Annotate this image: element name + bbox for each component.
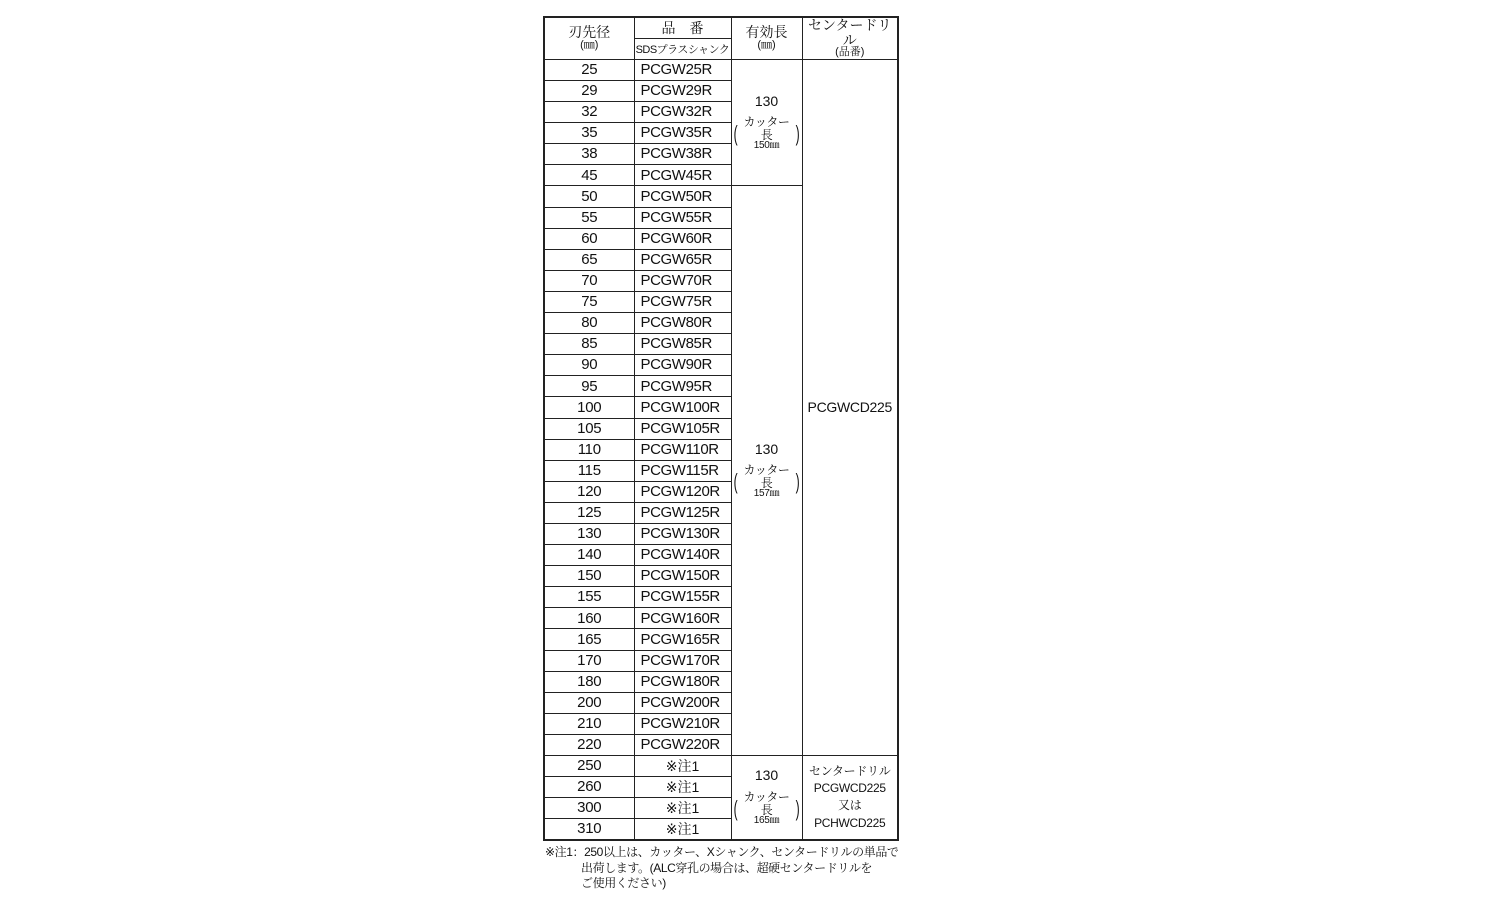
diameter-cell: 170 — [544, 650, 634, 671]
part-number-cell: PCGW155R — [634, 587, 731, 608]
table-row — [544, 59, 898, 80]
part-number-cell: PCGW65R — [634, 249, 731, 270]
footnote-line-1: ※注1：250以上は、カッター、Xシャンク、センタードリルの単品で — [545, 845, 899, 859]
diameter-cell: 35 — [544, 123, 634, 144]
part-note-cell: ※注1 — [634, 756, 731, 777]
center-drill-line: PCHWCD225 — [814, 815, 886, 830]
part-number-cell: PCGW130R — [634, 523, 731, 544]
diameter-cell: 29 — [544, 81, 634, 102]
diameter-cell: 300 — [544, 798, 634, 819]
diameter-cell: 125 — [544, 502, 634, 523]
diameter-cell: 310 — [544, 819, 634, 840]
part-number-cell: PCGW55R — [634, 207, 731, 228]
center-drill-cell: PCGWCD225 — [802, 59, 898, 755]
spec-table — [543, 16, 899, 841]
length-group-cell — [731, 186, 802, 756]
part-number-cell: PCGW170R — [634, 650, 731, 671]
diameter-cell: 250 — [544, 756, 634, 777]
cutter-length-inner — [739, 116, 794, 152]
diameter-cell: 85 — [544, 334, 634, 355]
cutter-length-label: カッター長 — [743, 463, 790, 490]
header-drill — [802, 17, 898, 59]
length-group-cell — [731, 756, 802, 840]
diameter-cell: 75 — [544, 291, 634, 312]
diameter-cell: 210 — [544, 713, 634, 734]
cutter-length-value: 157㎜ — [753, 488, 780, 500]
cutter-length-inner — [739, 791, 794, 827]
length-value: 130 — [754, 440, 779, 457]
cutter-length-note — [732, 464, 802, 500]
part-number-cell: PCGW80R — [634, 313, 731, 334]
part-number-cell: PCGW150R — [634, 566, 731, 587]
table-body — [544, 59, 898, 839]
diameter-cell: 45 — [544, 165, 634, 186]
part-number-cell: PCGW115R — [634, 460, 731, 481]
diameter-cell: 115 — [544, 460, 634, 481]
header-drill-label: センタードリル — [808, 17, 892, 48]
part-number-cell: PCGW75R — [634, 291, 731, 312]
diameter-cell: 220 — [544, 734, 634, 755]
diameter-cell: 180 — [544, 671, 634, 692]
open-paren: ( — [733, 469, 738, 495]
diameter-cell: 25 — [544, 59, 634, 80]
header-length — [731, 17, 802, 59]
footnote-line-3: ご使用ください) — [581, 876, 666, 891]
header-part — [634, 17, 731, 39]
diameter-cell: 80 — [544, 313, 634, 334]
header-part-sub — [634, 39, 731, 60]
footnote — [545, 845, 899, 892]
part-number-cell: PCGW220R — [634, 734, 731, 755]
part-number-cell: PCGW85R — [634, 334, 731, 355]
header-diameter-label: 刃先径 — [568, 24, 611, 41]
header-drill-sub: (品番) — [835, 46, 865, 59]
close-paren: ) — [795, 469, 800, 495]
part-number-cell: PCGW32R — [634, 102, 731, 123]
part-number-cell: PCGW140R — [634, 545, 731, 566]
header-part-sub-label: SDSプラスシャンク — [635, 43, 730, 56]
length-value: 130 — [754, 92, 779, 109]
table-row — [544, 756, 898, 777]
diameter-cell: 50 — [544, 186, 634, 207]
diameter-cell: 165 — [544, 629, 634, 650]
part-number-cell: PCGW25R — [634, 59, 731, 80]
length-value: 130 — [754, 767, 779, 784]
diameter-cell: 70 — [544, 270, 634, 291]
part-number-cell: PCGW125R — [634, 502, 731, 523]
center-drill-cell — [802, 756, 898, 840]
part-number-cell: PCGW90R — [634, 355, 731, 376]
part-note-cell: ※注1 — [634, 798, 731, 819]
part-number-cell: PCGW95R — [634, 376, 731, 397]
diameter-cell: 150 — [544, 566, 634, 587]
header-diameter-unit: (㎜) — [580, 39, 599, 52]
diameter-cell: 140 — [544, 545, 634, 566]
diameter-cell: 32 — [544, 102, 634, 123]
close-paren: ) — [795, 795, 800, 821]
header-diameter — [544, 17, 634, 59]
diameter-cell: 155 — [544, 587, 634, 608]
diameter-cell: 100 — [544, 397, 634, 418]
diameter-cell: 200 — [544, 692, 634, 713]
part-number-cell: PCGW50R — [634, 186, 731, 207]
header-length-label: 有効長 — [745, 24, 788, 41]
part-note-cell: ※注1 — [634, 819, 731, 840]
part-number-cell: PCGW200R — [634, 692, 731, 713]
header-part-label: 品 番 — [661, 19, 704, 36]
footnote-line-2: 出荷します。(ALC穿孔の場合は、超硬センタードリルを — [581, 860, 873, 875]
open-paren: ( — [733, 121, 738, 147]
diameter-cell: 90 — [544, 355, 634, 376]
cutter-length-inner — [739, 464, 794, 500]
part-number-cell: PCGW35R — [634, 123, 731, 144]
diameter-cell: 120 — [544, 481, 634, 502]
open-paren: ( — [733, 795, 738, 821]
center-drill-line: PCGWCD225 — [813, 781, 886, 796]
diameter-cell: 60 — [544, 228, 634, 249]
part-number-cell: PCGW110R — [634, 439, 731, 460]
diameter-cell: 65 — [544, 249, 634, 270]
part-number-cell: PCGW38R — [634, 144, 731, 165]
diameter-cell: 110 — [544, 439, 634, 460]
part-number-cell: PCGW70R — [634, 270, 731, 291]
part-number-cell: PCGW120R — [634, 481, 731, 502]
diameter-cell: 105 — [544, 418, 634, 439]
part-number-cell: PCGW180R — [634, 671, 731, 692]
part-note-cell: ※注1 — [634, 777, 731, 798]
center-drill-line: センタードリル — [809, 763, 891, 778]
cutter-length-note — [732, 116, 802, 152]
cutter-length-label: カッター長 — [743, 115, 790, 142]
length-group-cell — [731, 59, 802, 186]
cutter-length-note — [732, 791, 802, 827]
diameter-cell: 160 — [544, 608, 634, 629]
diameter-cell: 260 — [544, 777, 634, 798]
diameter-cell: 130 — [544, 523, 634, 544]
part-number-cell: PCGW160R — [634, 608, 731, 629]
header-length-unit: (㎜) — [757, 39, 776, 52]
diameter-cell: 55 — [544, 207, 634, 228]
cutter-length-value: 150㎜ — [753, 140, 780, 152]
part-number-cell: PCGW165R — [634, 629, 731, 650]
part-number-cell: PCGW60R — [634, 228, 731, 249]
part-number-cell: PCGW45R — [634, 165, 731, 186]
cutter-length-label: カッター長 — [743, 789, 790, 817]
diameter-cell: 95 — [544, 376, 634, 397]
close-paren: ) — [795, 121, 800, 147]
part-number-cell: PCGW210R — [634, 713, 731, 734]
table-header — [544, 17, 898, 59]
center-drill-line: 又は — [838, 798, 862, 813]
cutter-length-value: 165㎜ — [753, 815, 780, 827]
part-number-cell: PCGW100R — [634, 397, 731, 418]
diameter-cell: 38 — [544, 144, 634, 165]
part-number-cell: PCGW29R — [634, 81, 731, 102]
part-number-cell: PCGW105R — [634, 418, 731, 439]
